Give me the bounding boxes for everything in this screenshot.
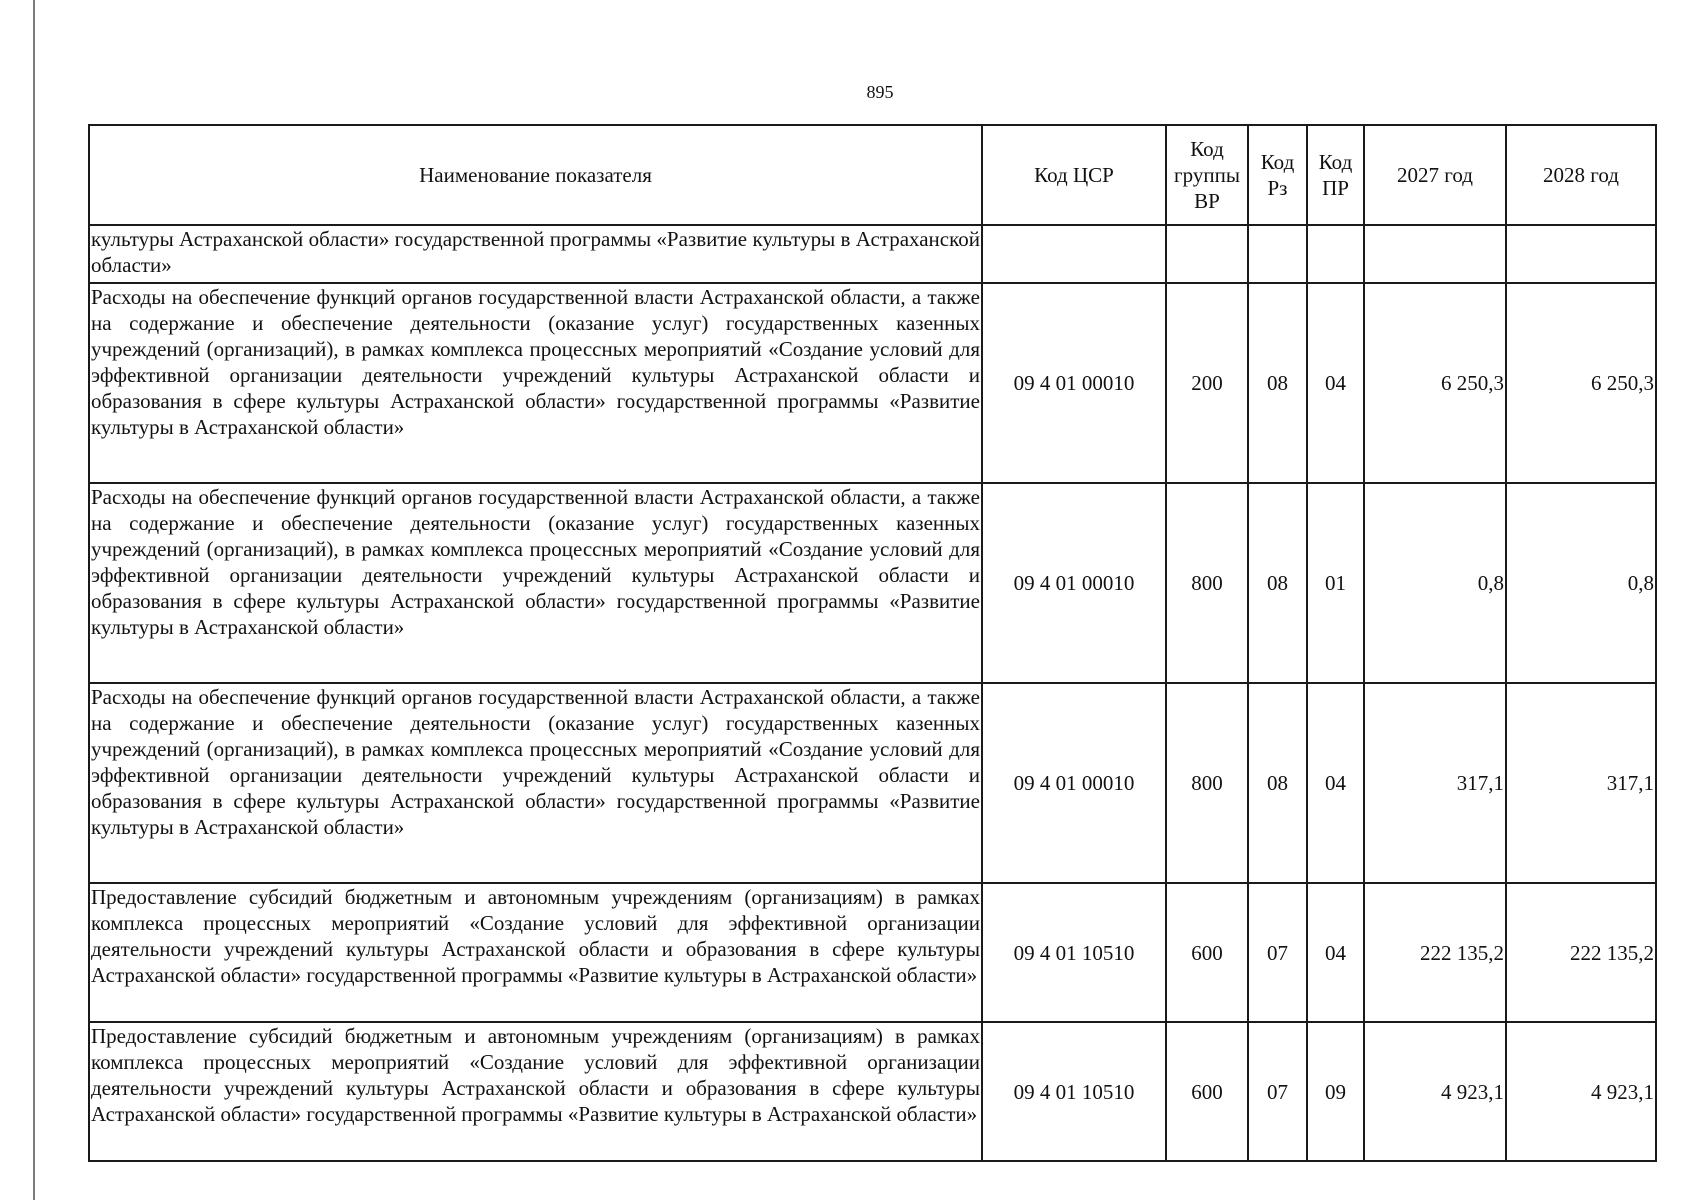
row-pr: 04 (1307, 883, 1364, 1022)
table-row (89, 283, 1656, 483)
row-rz: 07 (1248, 883, 1307, 1022)
row-vr (1166, 225, 1248, 283)
header-2027: 2027 год (1364, 125, 1506, 225)
table-row-continuation (89, 225, 1656, 283)
row-rz: 08 (1248, 683, 1307, 883)
row-pr: 01 (1307, 483, 1364, 683)
header-rz: Код Рз (1248, 125, 1307, 225)
header-row (89, 125, 1656, 225)
header-vr: Код группы ВР (1166, 125, 1248, 225)
row-csr: 09 4 01 00010 (982, 283, 1166, 483)
row-csr (982, 225, 1166, 283)
row-2027 (1364, 225, 1506, 283)
budget-table (88, 124, 1657, 1162)
header-csr: Код ЦСР (982, 125, 1166, 225)
row-rz: 07 (1248, 1022, 1307, 1161)
row-name: Расходы на обеспечение функций органов государственной власти Астраханской области, а также на содержание и обеспечение деятельности (оказание услуг) государственных казенных учреждений (организаций), в рамках комплекса процессных мероприятий «Создание условий для эффективной организации деятельности учреждений культуры Астраханской области и образования в сфере культуры Астраханской области» государственной программы «Развитие культуры в Астраханской области» (89, 483, 982, 683)
row-vr: 800 (1166, 483, 1248, 683)
table-row (89, 683, 1656, 883)
row-name: Предоставление субсидий бюджетным и автономным учреждениям (организациям) в рамках комплекса процессных мероприятий «Создание условий для эффективной организации деятельности учреждений культуры Астраханской области и образования в сфере культуры Астраханской области» государственной программы «Развитие культуры в Астраханской области» (89, 883, 982, 1022)
row-vr: 600 (1166, 1022, 1248, 1161)
row-vr: 200 (1166, 283, 1248, 483)
row-name: Предоставление субсидий бюджетным и автономным учреждениям (организациям) в рамках комплекса процессных мероприятий «Создание условий для эффективной организации деятельности учреждений культуры Астраханской области и образования в сфере культуры Астраханской области» государственной программы «Развитие культуры в Астраханской области» (89, 1022, 982, 1161)
row-csr: 09 4 01 00010 (982, 683, 1166, 883)
row-2027: 4 923,1 (1364, 1022, 1506, 1161)
row-2027: 317,1 (1364, 683, 1506, 883)
row-2028: 0,8 (1506, 483, 1656, 683)
row-2027: 222 135,2 (1364, 883, 1506, 1022)
row-csr: 09 4 01 10510 (982, 883, 1166, 1022)
header-2028: 2028 год (1506, 125, 1656, 225)
row-csr: 09 4 01 00010 (982, 483, 1166, 683)
row-pr: 04 (1307, 283, 1364, 483)
row-2028: 317,1 (1506, 683, 1656, 883)
row-csr: 09 4 01 10510 (982, 1022, 1166, 1161)
page-number: 895 (866, 82, 894, 102)
header-pr: Код ПР (1307, 125, 1364, 225)
row-rz (1248, 225, 1307, 283)
row-2027: 0,8 (1364, 483, 1506, 683)
row-vr: 800 (1166, 683, 1248, 883)
row-rz: 08 (1248, 483, 1307, 683)
row-vr: 600 (1166, 883, 1248, 1022)
row-pr: 04 (1307, 683, 1364, 883)
row-pr (1307, 225, 1364, 283)
row-name: Расходы на обеспечение функций органов государственной власти Астраханской области, а также на содержание и обеспечение деятельности (оказание услуг) государственных казенных учреждений (организаций), в рамках комплекса процессных мероприятий «Создание условий для эффективной организации деятельности учреждений культуры Астраханской области и образования в сфере культуры Астраханской области» государственной программы «Развитие культуры в Астраханской области» (89, 283, 982, 483)
scan-edge-line (33, 0, 35, 1200)
row-2028: 6 250,3 (1506, 283, 1656, 483)
header-name: Наименование показателя (89, 125, 982, 225)
row-name: Расходы на обеспечение функций органов государственной власти Астраханской области, а также на содержание и обеспечение деятельности (оказание услуг) государственных казенных учреждений (организаций), в рамках комплекса процессных мероприятий «Создание условий для эффективной организации деятельности учреждений культуры Астраханской области и образования в сфере культуры Астраханской области» государственной программы «Развитие культуры в Астраханской области» (89, 683, 982, 883)
row-pr: 09 (1307, 1022, 1364, 1161)
row-rz: 08 (1248, 283, 1307, 483)
table-row (89, 883, 1656, 1022)
row-2027: 6 250,3 (1364, 283, 1506, 483)
table-row (89, 1022, 1656, 1161)
table-row (89, 483, 1656, 683)
row-name: культуры Астраханской области» государственной программы «Развитие культуры в Астраханской области» (89, 225, 982, 283)
row-2028: 4 923,1 (1506, 1022, 1656, 1161)
row-2028 (1506, 225, 1656, 283)
row-2028: 222 135,2 (1506, 883, 1656, 1022)
